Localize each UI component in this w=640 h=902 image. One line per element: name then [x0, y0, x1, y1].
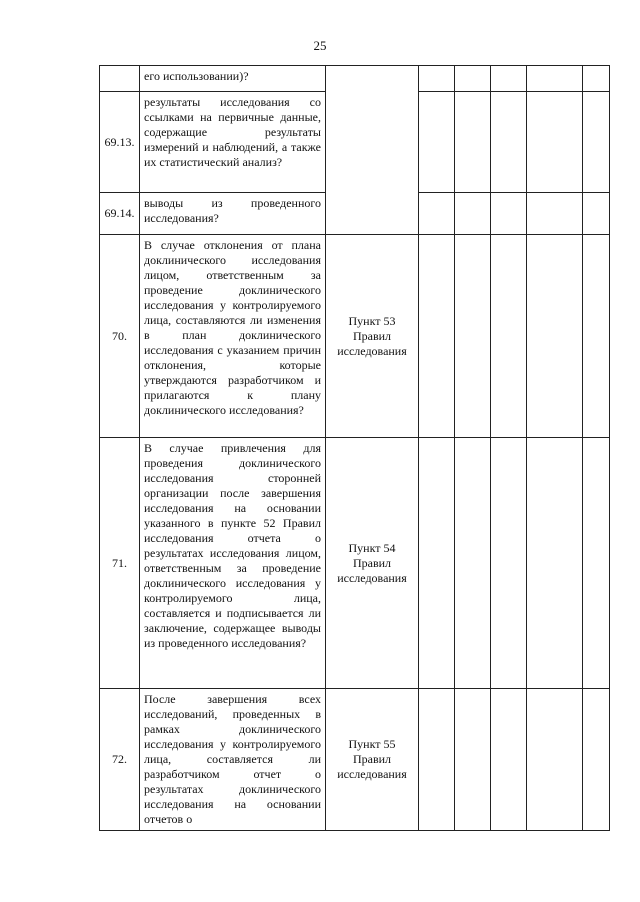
extra-cell[interactable] [583, 193, 610, 235]
answer-yes-cell[interactable] [419, 66, 455, 92]
checklist-table [99, 65, 610, 831]
note-cell[interactable] [527, 66, 583, 92]
row-number: 69.14. [100, 193, 140, 235]
row-number: 70. [100, 235, 140, 438]
requirement-text: выводы из проведенного исследования? [140, 193, 326, 235]
requirement-text: его использовании)? [140, 66, 326, 92]
legal-reference [326, 66, 419, 235]
requirement-text: В случае привлечения для проведения доклинического исследования сторонней организации после завершения исследования на основании указанного в пункте 52 Правил исследования отчета о результатах исследования лицом, ответственным за проведение доклинического исследования у контролируемого лица, составляется и подписывается ли заключение, содержащее выводы из проведенного исследования? [140, 438, 326, 689]
row-number: 69.13. [100, 92, 140, 193]
answer-no-cell[interactable] [455, 438, 491, 689]
answer-na-cell[interactable] [491, 235, 527, 438]
note-cell[interactable] [527, 438, 583, 689]
page-number: 25 [313, 38, 327, 53]
extra-cell[interactable] [583, 689, 610, 831]
table-row [100, 235, 610, 438]
answer-no-cell[interactable] [455, 235, 491, 438]
table-row [100, 438, 610, 689]
answer-yes-cell[interactable] [419, 235, 455, 438]
note-cell[interactable] [527, 193, 583, 235]
answer-no-cell[interactable] [455, 66, 491, 92]
row-number: 71. [100, 438, 140, 689]
note-cell[interactable] [527, 92, 583, 193]
table-row [100, 689, 610, 831]
answer-yes-cell[interactable] [419, 92, 455, 193]
legal-reference: Пункт 54 Правил исследования [326, 438, 419, 689]
note-cell[interactable] [527, 235, 583, 438]
row-number [100, 66, 140, 92]
requirement-text: После завершения всех исследований, проведенных в рамках доклинического исследования у контролируемого лица, составляется ли разработчиком отчет о результатах доклинического исследования на основании отчетов о [140, 689, 326, 831]
answer-yes-cell[interactable] [419, 438, 455, 689]
requirement-text: В случае отклонения от плана доклинического исследования лицом, ответственным за проведение доклинического исследования у контролируемого лица, составляются ли изменения в план доклинического исследования с указанием причин отклонения, которые утверждаются разработчиком и прилагаются к плану доклинического исследования? [140, 235, 326, 438]
answer-yes-cell[interactable] [419, 193, 455, 235]
answer-no-cell[interactable] [455, 92, 491, 193]
answer-na-cell[interactable] [491, 193, 527, 235]
answer-na-cell[interactable] [491, 66, 527, 92]
legal-reference: Пункт 53 Правил исследования [326, 235, 419, 438]
answer-yes-cell[interactable] [419, 689, 455, 831]
requirement-text: результаты исследования со ссылками на первичные данные, содержащие результаты измерений и наблюдений, а также их статистический анализ? [140, 92, 326, 193]
answer-no-cell[interactable] [455, 689, 491, 831]
note-cell[interactable] [527, 689, 583, 831]
answer-na-cell[interactable] [491, 92, 527, 193]
row-number: 72. [100, 689, 140, 831]
answer-na-cell[interactable] [491, 689, 527, 831]
answer-na-cell[interactable] [491, 438, 527, 689]
legal-reference: Пункт 55 Правил исследования [326, 689, 419, 831]
answer-no-cell[interactable] [455, 193, 491, 235]
extra-cell[interactable] [583, 438, 610, 689]
extra-cell[interactable] [583, 235, 610, 438]
table-row [100, 66, 610, 92]
extra-cell[interactable] [583, 92, 610, 193]
extra-cell[interactable] [583, 66, 610, 92]
